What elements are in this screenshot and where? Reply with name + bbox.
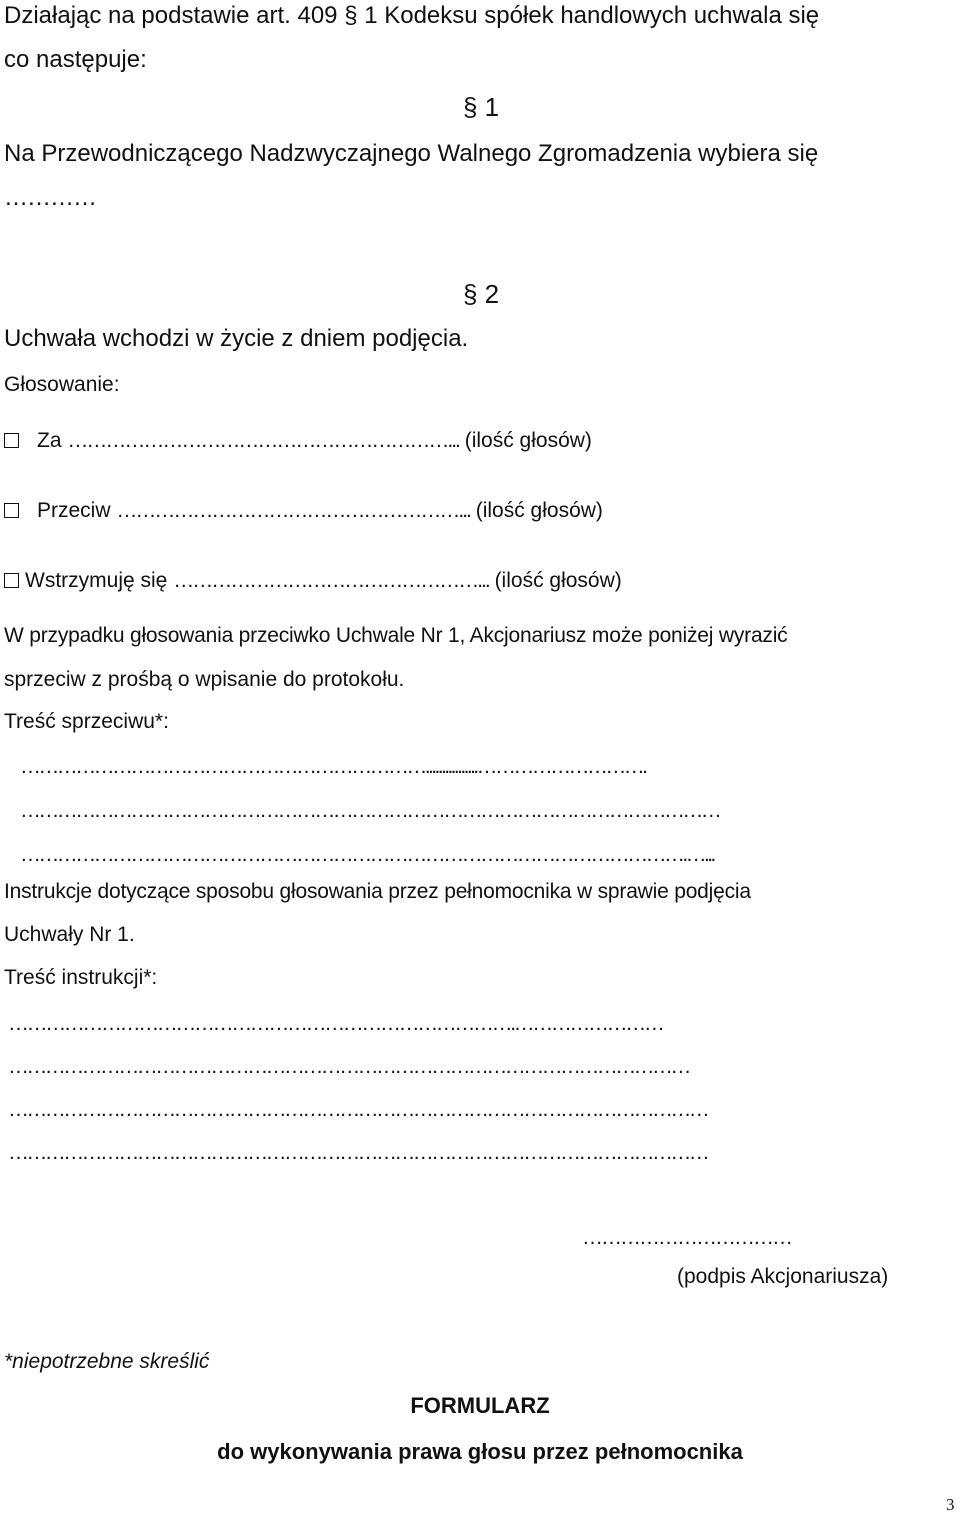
vote-option-abstain-suffix: (ilość głosów) xyxy=(494,569,622,592)
signature-line[interactable]: …………………………… xyxy=(582,1226,791,1249)
instructions-blank-line[interactable]: ………………………………………………………………………………………………… xyxy=(8,1055,689,1078)
objection-blank-line[interactable]: …………………………………………………………................………………………. xyxy=(20,755,646,778)
intro-line-2: co następuje: xyxy=(4,46,147,73)
section-1-marker: § 1 xyxy=(463,92,500,122)
form-subtitle: do wykonywania prawa głosu przez pełnomocnika xyxy=(217,1439,743,1464)
page-number: 3 xyxy=(946,1495,955,1514)
vote-option-against-label: Przeciw xyxy=(37,499,111,522)
checkbox-against[interactable] xyxy=(4,503,19,518)
voting-heading: Głosowanie: xyxy=(4,373,120,396)
instructions-label: Treść instrukcji*: xyxy=(4,966,158,989)
section-1-blank: ………… xyxy=(4,184,96,211)
instructions-blank-line[interactable]: …………………………………………………………………………………………………… xyxy=(8,1098,708,1121)
vote-option-for[interactable] xyxy=(4,430,592,451)
vote-option-abstain[interactable] xyxy=(4,570,622,591)
vote-option-abstain-label: Wstrzymuję się xyxy=(25,569,168,592)
instructions-line-1: Instrukcje dotyczące sposobu głosowania przez pełnomocnika w sprawie podjęcia xyxy=(4,880,751,903)
vote-option-against[interactable] xyxy=(4,500,603,521)
objection-line-2: sprzeciw z prośbą o wpisanie do protokołu. xyxy=(4,668,405,691)
vote-option-for-label: Za xyxy=(37,429,62,452)
form-title: FORMULARZ xyxy=(410,1393,550,1418)
signature-label: (podpis Akcjonariusza) xyxy=(677,1265,889,1288)
vote-option-against-dots: ………………………………………………... xyxy=(116,499,470,522)
objection-line-1: W przypadku głosowania przeciwko Uchwale Nr 1, Akcjonariusz może poniżej wyrazić xyxy=(4,624,788,647)
instructions-blank-line[interactable]: …………………………………………………………………………………………………… xyxy=(8,1141,708,1164)
vote-option-abstain-dots: …………………………………………... xyxy=(173,569,489,592)
intro-line-1: Działając na podstawie art. 409 § 1 Kodeksu spółek handlowych uchwala się xyxy=(4,2,820,29)
objection-blank-line[interactable]: …………………………………………………………………………………………………… xyxy=(20,799,720,822)
section-2-marker: § 2 xyxy=(463,279,500,309)
vote-option-against-suffix: (ilość głosów) xyxy=(475,499,603,522)
vote-option-for-dots: ……………………………………………………... xyxy=(67,429,459,452)
instructions-line-2: Uchwały Nr 1. xyxy=(4,923,135,946)
footnote: *niepotrzebne skreślić xyxy=(4,1350,210,1373)
section-2-text: Uchwała wchodzi w życie z dniem podjęcia. xyxy=(4,325,469,352)
vote-option-for-suffix: (ilość głosów) xyxy=(464,429,592,452)
checkbox-for[interactable] xyxy=(4,433,19,448)
objection-blank-line[interactable]: ……………………………………………………………………………………………….…... xyxy=(20,843,714,866)
objection-label: Treść sprzeciwu*: xyxy=(4,710,169,733)
instructions-blank-line[interactable]: ……………………………………………………………………….…………………… xyxy=(8,1012,663,1035)
section-1-text: Na Przewodniczącego Nadzwyczajnego Walnego Zgromadzenia wybiera się xyxy=(4,140,819,167)
checkbox-abstain[interactable] xyxy=(4,573,19,588)
